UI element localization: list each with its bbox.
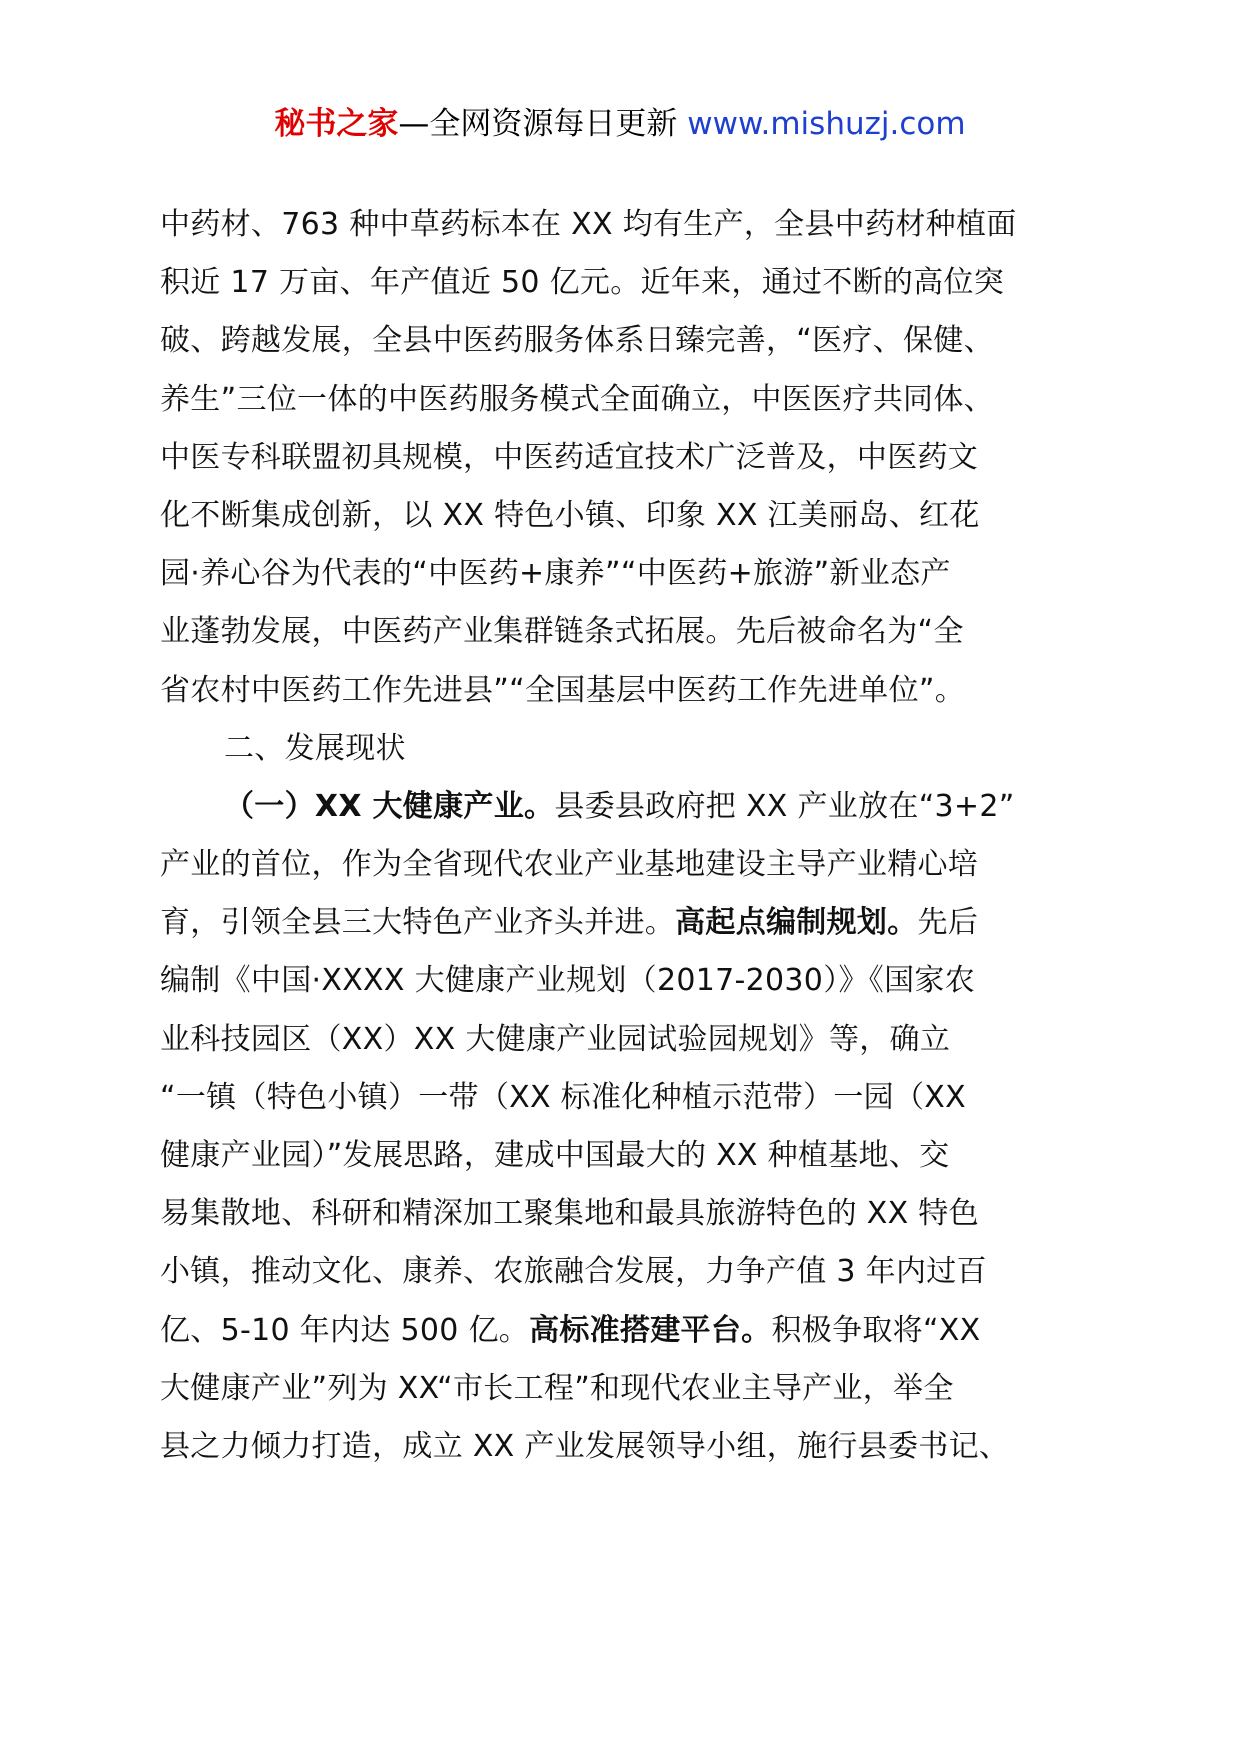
subsection-title: （一）XX 大健康产业。 — [224, 788, 555, 824]
section-heading: 二、发展现状 — [224, 730, 406, 766]
text-line: 业蓬勃发展，中医药产业集群链条式拓展。先后被命名为“全 — [160, 614, 964, 650]
text-run: 育，引领全县三大特色产业齐头并进。 — [160, 905, 676, 941]
text-line: 县之力倾力打造，成立 XX 产业发展领导小组，施行县委书记、 — [160, 1428, 1010, 1464]
text-line: 化不断集成创新，以 XX 特色小镇、印象 XX 江美丽岛、红花 — [160, 497, 980, 533]
header-brand: 秘书之家 — [274, 106, 399, 142]
header-url-link[interactable]: www.mishuzj.com — [687, 106, 966, 142]
bold-phrase: 高标准搭建平台。 — [529, 1312, 772, 1348]
text-run: 亿、5-10 年内达 500 亿。 — [160, 1312, 530, 1348]
text-line — [160, 778, 1100, 836]
text-line: 健康产业园）”发展思路，建成中国最大的 XX 种植基地、交 — [160, 1138, 950, 1173]
page-header — [0, 100, 1240, 148]
text-line: 中医专科联盟初具规模，中医药适宜技术广泛普及，中医药文 — [160, 439, 979, 475]
text-line: 园·养心谷为代表的“中医药+康养”“中医药+旅游”新业态产 — [160, 556, 951, 592]
text-line: 产业的首位，作为全省现代农业产业基地建设主导产业精心培 — [160, 847, 979, 883]
text-run: 先后 — [917, 905, 979, 941]
text-line: 编制《中国·XXXX 大健康产业规划（2017-2030）》《国家农 — [160, 963, 975, 999]
paragraph-2 — [160, 778, 1100, 1476]
text-line: 省农村中医药工作先进县”“全国基层中医药工作先进单位”。 — [160, 672, 966, 708]
text-line: 积近 17 万亩、年产值近 50 亿元。近年来，通过不断的高位突 — [160, 265, 1005, 301]
text-line: 易集散地、科研和精深加工聚集地和最具旅游特色的 XX 特色 — [160, 1196, 979, 1232]
text-line: 小镇，推动文化、康养、农旅融合发展，力争产值 3 年内过百 — [160, 1254, 987, 1290]
text-run: 积极争取将“XX — [771, 1312, 981, 1348]
text-line: 中药材、763 种中草药标本在 XX 均有生产，全县中药材种植面 — [160, 207, 1017, 242]
header-slogan: —全网资源每日更新 — [398, 106, 688, 142]
bold-phrase: 高起点编制规划。 — [675, 905, 918, 941]
paragraph-1 — [160, 196, 1100, 720]
text-run: 县委县政府把 XX 产业放在“3+2” — [554, 788, 1015, 824]
text-line: 大健康产业”列为 XX“市长工程”和现代农业主导产业，举全 — [160, 1370, 954, 1406]
text-line: 养生”三位一体的中医药服务模式全面确立，中医医疗共同体、 — [160, 381, 994, 417]
text-line: “一镇（特色小镇）一带（XX 标准化种植示范带）一园（XX — [160, 1079, 966, 1115]
text-line: 业科技园区（XX）XX 大健康产业园试验园规划》等，确立 — [160, 1021, 951, 1057]
text-line — [160, 894, 1100, 952]
document-body — [160, 196, 1100, 1476]
text-line: 破、跨越发展，全县中医药服务体系日臻完善，“医疗、保健、 — [160, 323, 994, 359]
text-line — [160, 1302, 1100, 1360]
